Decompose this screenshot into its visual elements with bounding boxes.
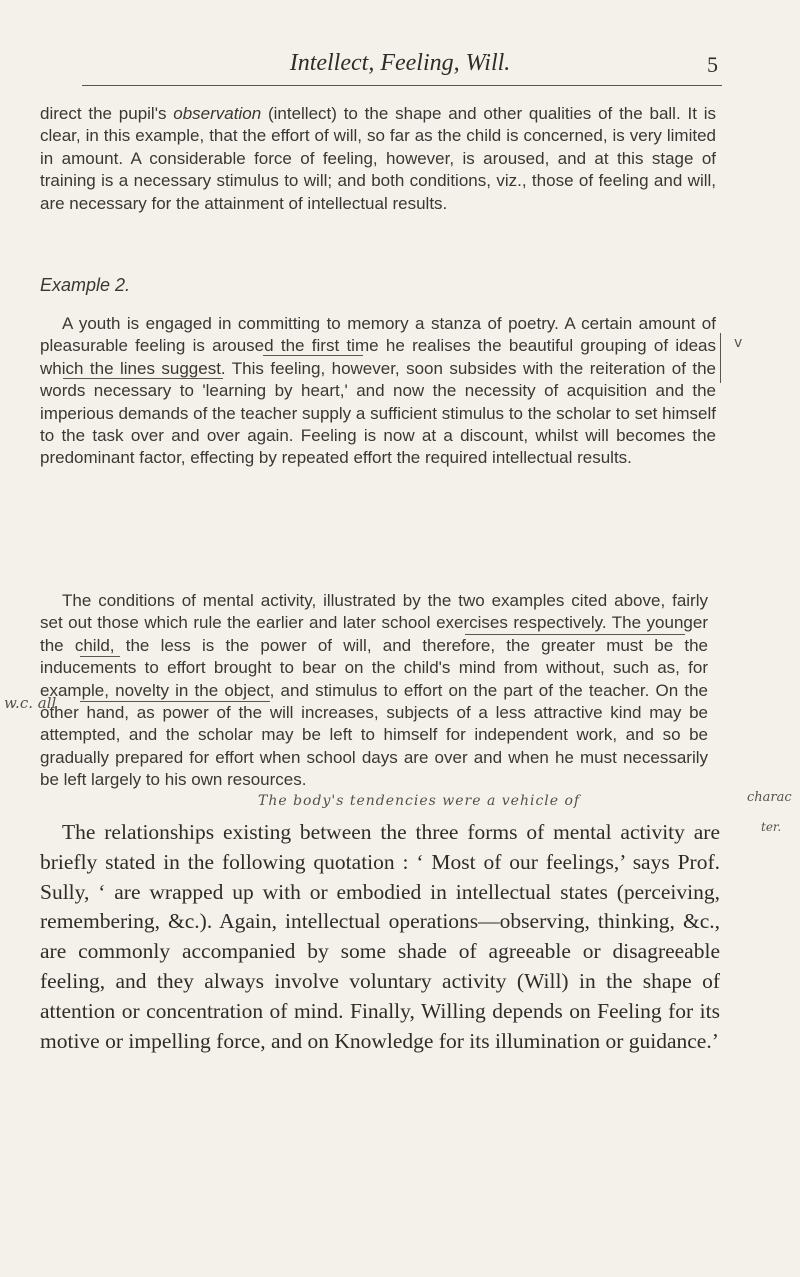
margin-check-mark: v bbox=[734, 335, 743, 351]
handwritten-inline-note: The body's tendencies were a vehicle of bbox=[258, 793, 581, 809]
paragraph-1-text-start: direct the pupil's bbox=[40, 104, 174, 123]
pencil-underline bbox=[465, 634, 685, 635]
paragraph-2: A youth is engaged in committing to memory a stanza of poetry. A certain amount of pleasurable feeling is aroused the first time he realises the beautiful grouping of ideas which the lines suggest. This feeling, however, soon subsides with the reiteration of the words necessary to 'learning by heart,' and now the necessity of acquisition and the imperious demands of the teacher supply a sufficient stimulus to the scholar to set himself to the task over and over again. Feeling is now at a discount, whilst will becomes the predominant factor, effecting by repeated effort the required intellectual results. bbox=[40, 314, 716, 468]
pencil-underline bbox=[263, 355, 363, 356]
quotation-paragraph: The relationships existing between the three forms of mental activity are briefly stated in the following quotation : ‘ Most of our feelings,’ says Prof. Sully, ‘ are wrapped up with or embodied in intellectual states (perceiving, remembering, &c.). Again, intellectual operations—observing, thinking, &c., are commonly accompanied by some shade of agreeable or disagreeable feeling, and they always involve voluntary activity (Will) in the shape of attention or concentration of mind. Finally, Willing depends on Feeling for its motive or impelling force, and on Knowledge for its illumination or guidance.’ bbox=[40, 820, 720, 1053]
paragraph-1-text-end: (intellect) to the shape and other qualities of the ball. It is clear, in this example, that the effort of will, so far as the child is concerned, is very limited in amount. A considerable force of feeling, however, is aroused, and at this stage of training is a necessary stimulus to will; and both conditions, viz., those of feeling and will, are necessary for the attainment of intellectual results. bbox=[40, 104, 716, 213]
margin-bracket bbox=[720, 333, 721, 383]
paragraph-1 bbox=[40, 103, 716, 215]
running-header-title: Intellect, Feeling, Will. bbox=[289, 50, 511, 76]
header-rule bbox=[82, 85, 722, 86]
paragraph-1-italic-word: observation bbox=[173, 104, 262, 123]
page-number: 5 bbox=[707, 52, 718, 77]
handwritten-margin-note-left: w.c. all bbox=[4, 694, 57, 712]
paragraph-3: The conditions of mental activity, illustrated by the two examples cited above, fairly set out those which rule the earlier and later school exercises respectively. The younger the child, the less is the power of will, and therefore, the greater must be the inducements to effort brought to bear on the child's mind from without, such as, for example, novelty in the object, and stimulus to effort on the part of the teacher. On the other hand, as power of the will increases, subjects of a less attractive kind may be attempted, and the scholar may be left to himself for independent work, and so be gradually prepared for effort when school days are over and when he must necessarily be left largely to his own resources. bbox=[40, 591, 708, 790]
handwritten-margin-note-right: charac bbox=[747, 790, 792, 805]
handwritten-margin-note-right-2: ter. bbox=[761, 820, 782, 834]
pencil-underline bbox=[80, 656, 120, 657]
pencil-underline bbox=[80, 701, 270, 702]
example-heading: Example 2. bbox=[40, 275, 131, 295]
pencil-underline bbox=[63, 378, 223, 379]
